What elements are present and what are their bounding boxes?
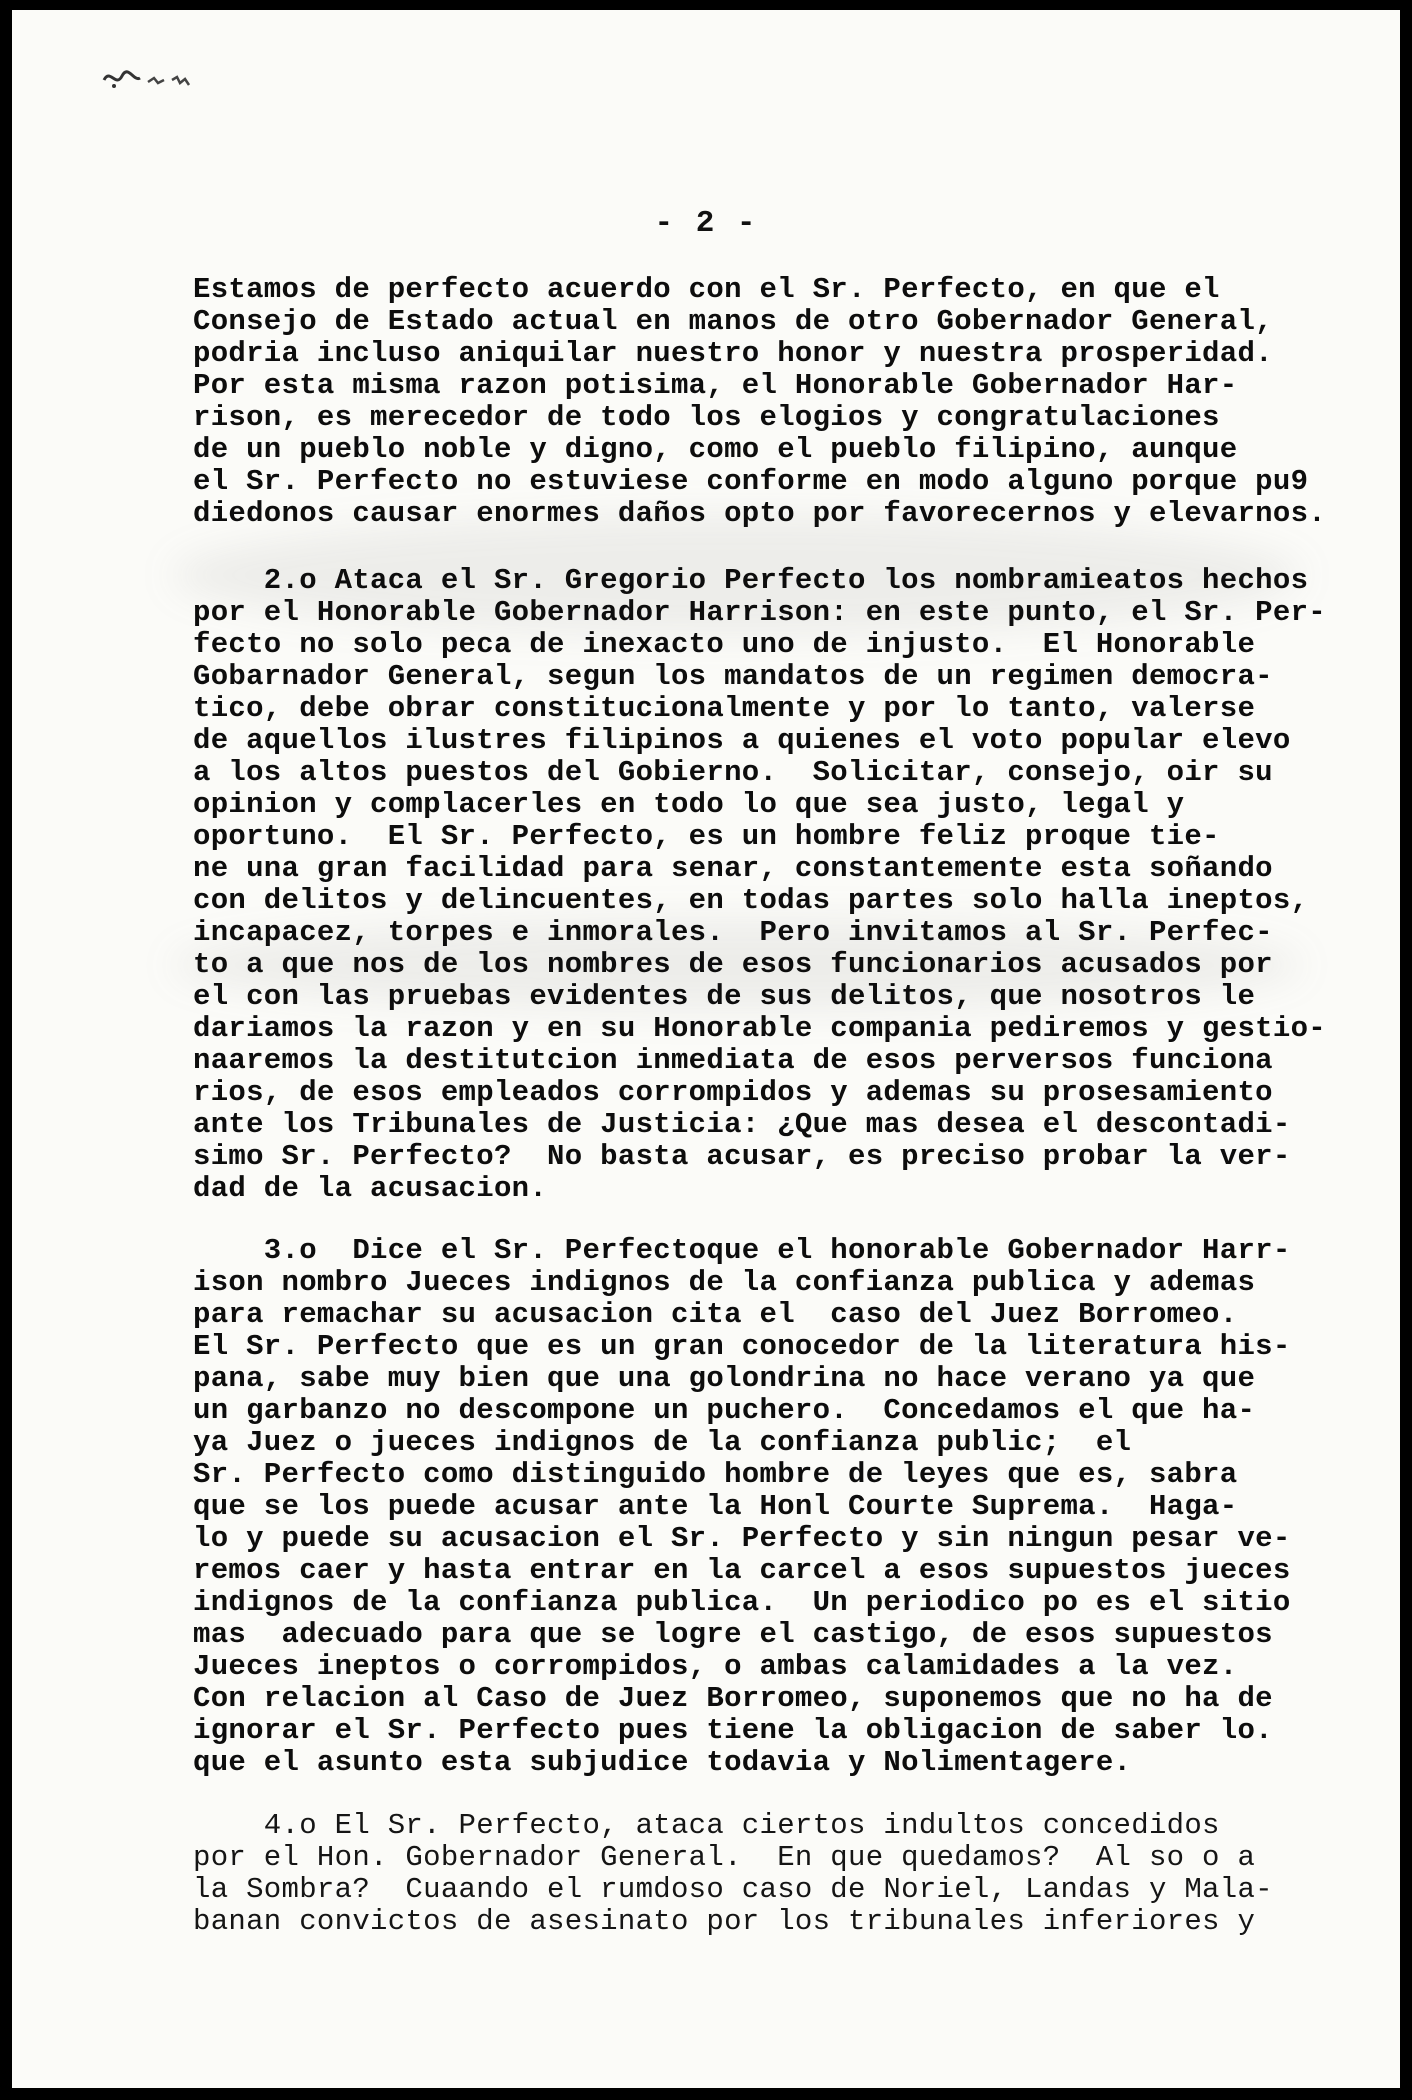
text-line: 2.o Ataca el Sr. Gregorio Perfecto los nombramieatos hechos <box>193 564 1309 597</box>
text-line: naaremos la destitutcion inmediata de esos perversos funciona <box>193 1044 1273 1077</box>
document-page <box>12 10 1400 2088</box>
text-line: que el asunto esta subjudice todavia y Nolimentagere. <box>193 1746 1132 1779</box>
text-line: podria incluso aniquilar nuestro honor y nuestra prosperidad. <box>193 337 1273 370</box>
text-line: Estamos de perfecto acuerdo con el Sr. Perfecto, en que el <box>193 273 1220 306</box>
text-line: incapacez, torpes e inmorales. Pero invitamos al Sr. Perfec- <box>193 916 1273 949</box>
text-line: ante los Tribunales de Justicia: ¿Que mas desea el descontadi- <box>193 1108 1291 1141</box>
text-line: dariamos la razon y en su Honorable compania pediremos y gestio- <box>193 1012 1326 1045</box>
text-line: mas adecuado para que se logre el castigo, de esos supuestos <box>193 1618 1273 1651</box>
text-line: oportuno. El Sr. Perfecto, es un hombre feliz proque tie- <box>193 820 1220 853</box>
paragraph-2 <box>193 565 1333 1205</box>
text-line: a los altos puestos del Gobierno. Solicitar, consejo, oir su <box>193 756 1273 789</box>
text-line: El Sr. Perfecto que es un gran conocedor de la literatura his- <box>193 1330 1291 1363</box>
page-number: - 2 - <box>654 206 758 241</box>
text-line: Consejo de Estado actual en manos de otro Gobernador General, <box>193 305 1273 338</box>
paragraph-4 <box>193 1810 1333 1938</box>
text-line: opinion y complacerles en todo lo que sea justo, legal y <box>193 788 1185 821</box>
text-line: banan convictos de asesinato por los tribunales inferiores y <box>193 1905 1256 1938</box>
text-line: por el Honorable Gobernador Harrison: en este punto, el Sr. Per- <box>193 596 1326 629</box>
text-line: dad de la acusacion. <box>193 1172 548 1205</box>
text-line: ne una gran facilidad para senar, constantemente esta soñando <box>193 852 1273 885</box>
corner-ink-mark <box>100 62 210 94</box>
text-line: Gobarnador General, segun los mandatos de un regimen democra- <box>193 660 1273 693</box>
text-line: de aquellos ilustres filipinos a quienes el voto popular elevo <box>193 724 1291 757</box>
text-line: tico, debe obrar constitucionalmente y por lo tanto, valerse <box>193 692 1256 725</box>
text-line: Jueces ineptos o corrompidos, o ambas calamidades a la vez. <box>193 1650 1238 1683</box>
text-line: rison, es merecedor de todo los elogios y congratulaciones <box>193 401 1220 434</box>
text-line: el Sr. Perfecto no estuviese conforme en modo alguno porque pu9 <box>193 465 1309 498</box>
text-line: Por esta misma razon potisima, el Honorable Gobernador Har- <box>193 369 1238 402</box>
text-line: ignorar el Sr. Perfecto pues tiene la obligacion de saber lo. <box>193 1714 1273 1747</box>
paragraph-3 <box>193 1235 1333 1779</box>
paragraph-1 <box>193 274 1333 530</box>
text-line: Con relacion al Caso de Juez Borromeo, suponemos que no ha de <box>193 1682 1273 1715</box>
text-line: de un pueblo noble y digno, como el pueblo filipino, aunque <box>193 433 1238 466</box>
text-line: Sr. Perfecto como distinguido hombre de leyes que es, sabra <box>193 1458 1238 1491</box>
text-line: ya Juez o jueces indignos de la confianza public; el <box>193 1426 1132 1459</box>
text-line: la Sombra? Cuaando el rumdoso caso de Noriel, Landas y Mala- <box>193 1873 1273 1906</box>
text-line: lo y puede su acusacion el Sr. Perfecto y sin ningun pesar ve- <box>193 1522 1291 1555</box>
text-line: remos caer y hasta entrar en la carcel a esos supuestos jueces <box>193 1554 1291 1587</box>
text-line: para remachar su acusacion cita el caso del Juez Borromeo. <box>193 1298 1238 1331</box>
text-line: 3.o Dice el Sr. Perfectoque el honorable Gobernador Harr- <box>193 1234 1291 1267</box>
text-line: un garbanzo no descompone un puchero. Concedamos el que ha- <box>193 1394 1256 1427</box>
text-line: diedonos causar enormes daños opto por favorecernos y elevarnos. <box>193 497 1326 530</box>
text-line: pana, sabe muy bien que una golondrina no hace verano ya que <box>193 1362 1256 1395</box>
text-line: 4.o El Sr. Perfecto, ataca ciertos indultos concedidos <box>193 1809 1220 1842</box>
text-line: indignos de la confianza publica. Un periodico po es el sitio <box>193 1586 1291 1619</box>
text-line: to a que nos de los nombres de esos funcionarios acusados por <box>193 948 1273 981</box>
text-line: por el Hon. Gobernador General. En que quedamos? Al so o a <box>193 1841 1256 1874</box>
text-line: que se los puede acusar ante la Honl Courte Suprema. Haga- <box>193 1490 1238 1523</box>
text-line: el con las pruebas evidentes de sus delitos, que nosotros le <box>193 980 1256 1013</box>
text-line: ison nombro Jueces indignos de la confianza publica y ademas <box>193 1266 1256 1299</box>
text-line: con delitos y delincuentes, en todas partes solo halla ineptos, <box>193 884 1309 917</box>
text-line: rios, de esos empleados corrompidos y ademas su prosesamiento <box>193 1076 1273 1109</box>
text-line: simo Sr. Perfecto? No basta acusar, es preciso probar la ver- <box>193 1140 1291 1173</box>
text-line: fecto no solo peca de inexacto uno de injusto. El Honorable <box>193 628 1256 661</box>
